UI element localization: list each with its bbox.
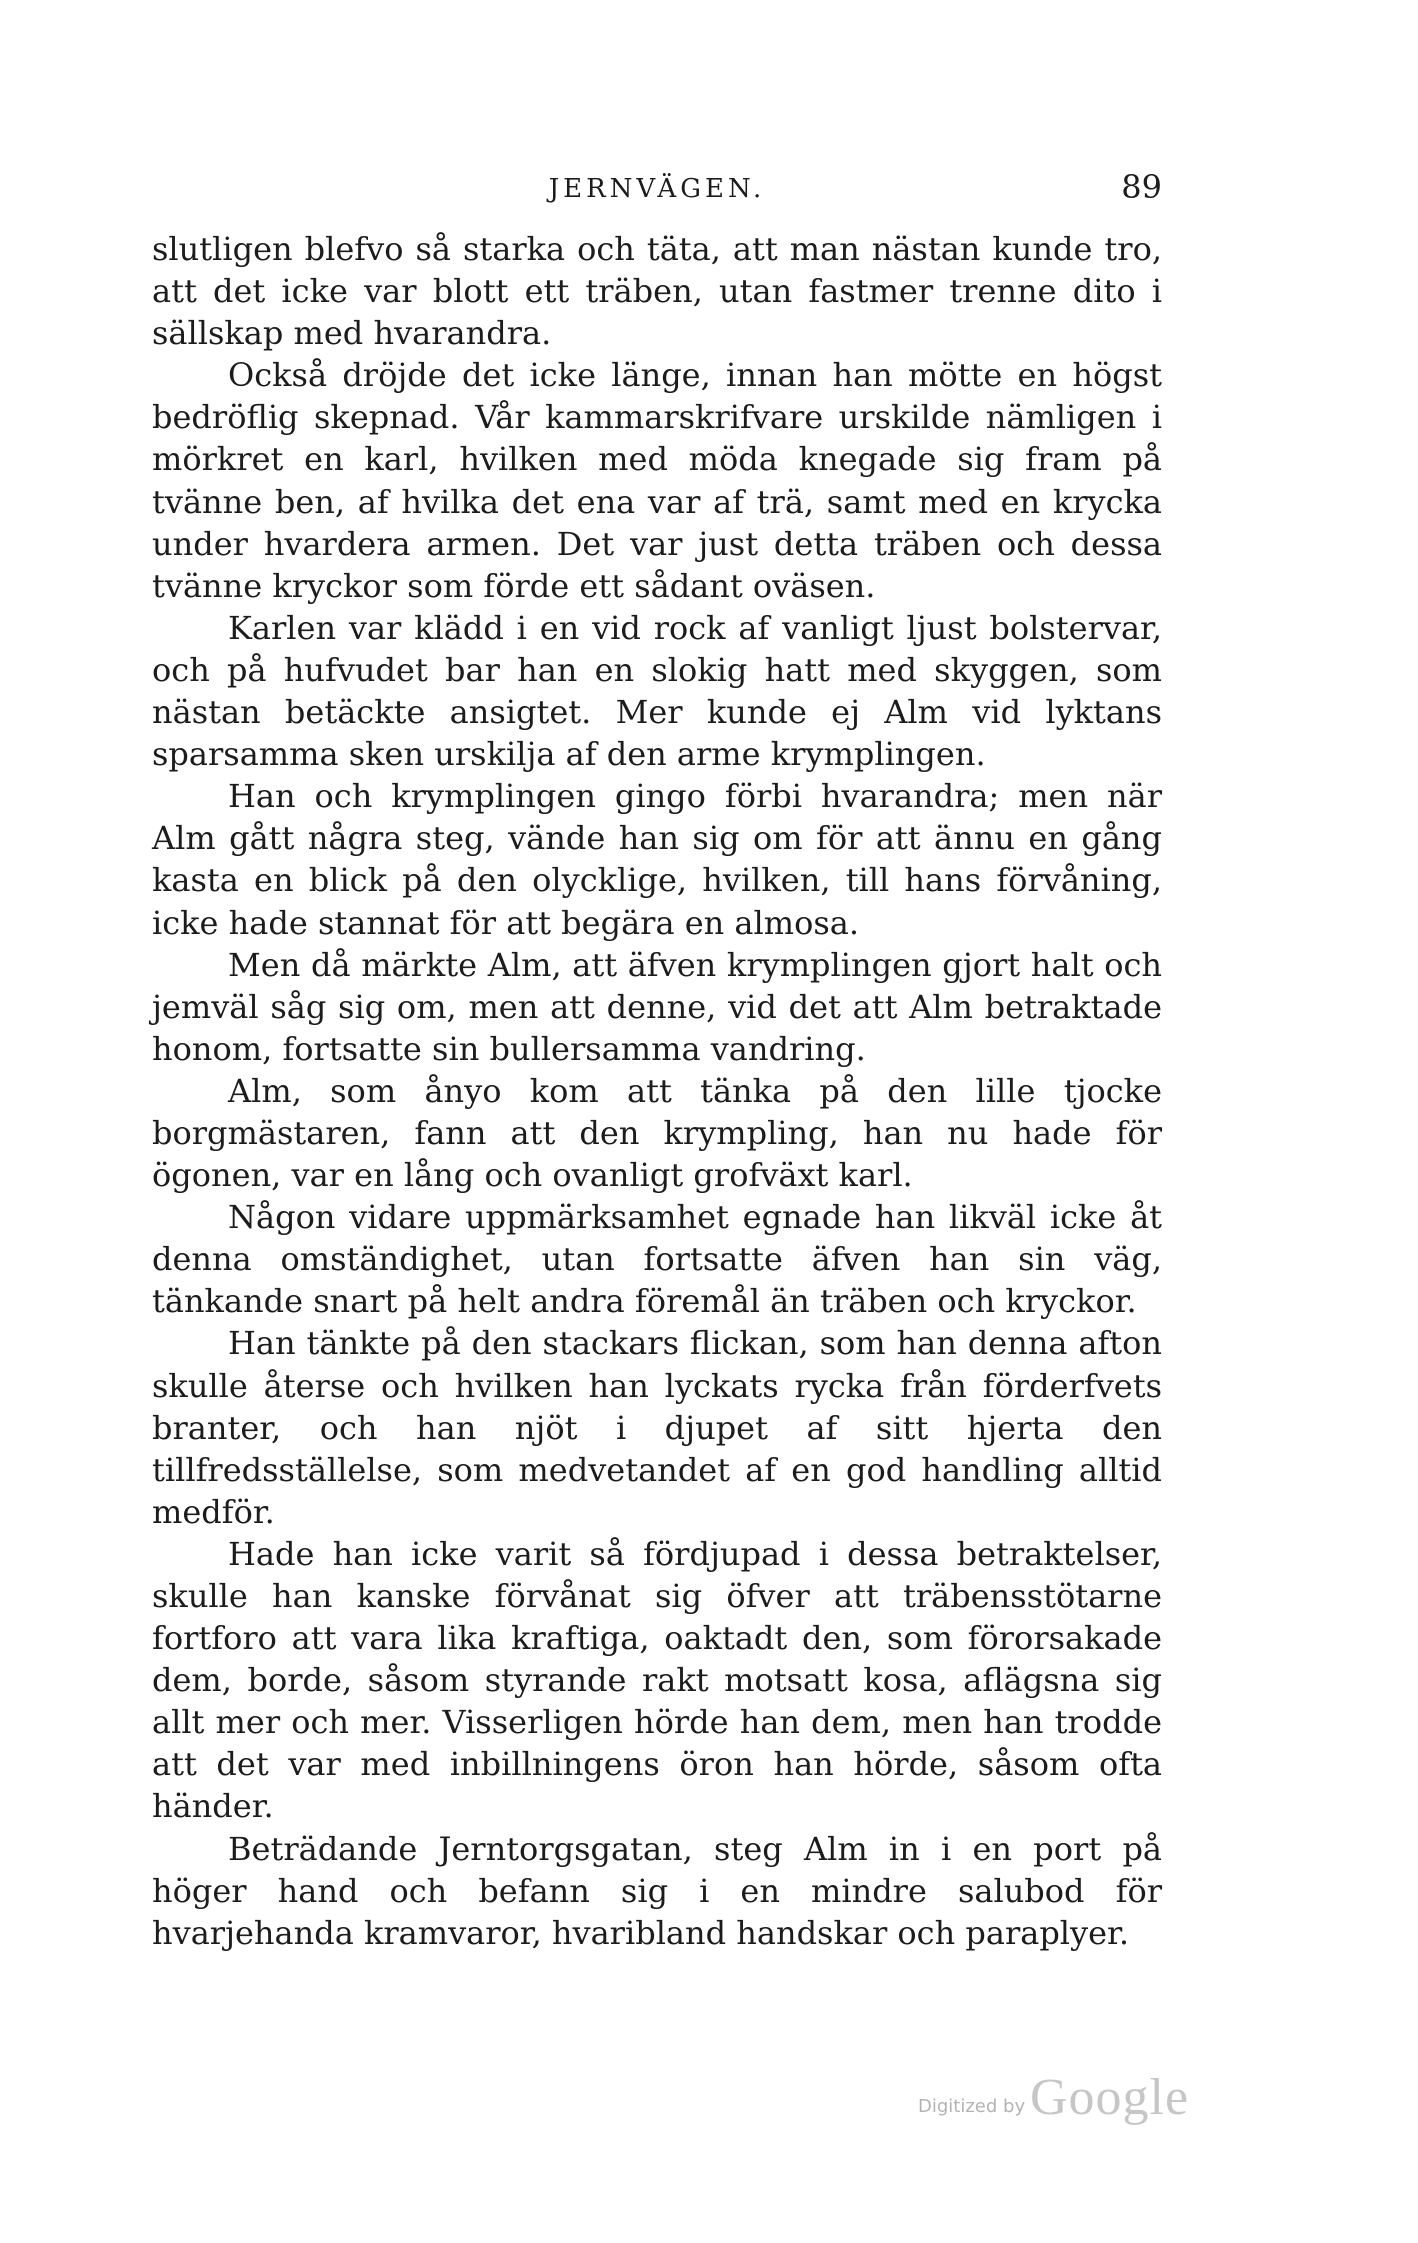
- page-number: 89: [1121, 168, 1162, 206]
- running-header: [152, 168, 1162, 218]
- paragraph-7: Någon vidare uppmärksamhet egnade han likväl icke åt denna omständighet, utan fortsatte äfven han sin väg, tänkande snart på helt andra föremål än träben och kryckor.: [152, 1198, 1162, 1321]
- paragraph-6: Alm, som ånyo kom att tänka på den lille tjocke borgmästaren, fann att den krympling, han nu hade för ögonen, var en lång och ovanligt grofväxt karl.: [152, 1071, 1162, 1195]
- paragraph-4: Han och krymplingen gingo förbi hvarandra; men när Alm gått några steg, vände han sig om för att ännu en gång kasta en blick på den olycklige, hvilken, till hans förvåning, icke hade stannat för att begära en almosa.: [152, 777, 1162, 942]
- running-title: JERNVÄGEN.: [548, 174, 766, 204]
- paragraph-10: Beträdande Jerntorgsgatan, steg Alm in i en port på höger hand och befann sig i en mindre salubod för hvarjehanda kramvaror, hvaribland handskar och paraplyer.: [152, 1829, 1162, 1952]
- body-text: [152, 228, 1162, 1954]
- digitized-watermark: [918, 2068, 1218, 2138]
- paragraph-9: Hade han icke varit så fördjupad i dessa betraktelser, skulle han kanske förvånat sig öfver att träbensstötarne fortforo att vara lika kraftiga, oaktadt den, som förorsakade dem, borde, såsom styrande rakt motsatt kosa, aflägsna sig allt mer och mer. Visserligen hörde han dem, men han trodde att det var med inbillningens öron han hörde, såsom ofta händer.: [152, 1534, 1162, 1826]
- google-logo: Google: [1030, 2069, 1190, 2126]
- paragraph-3: Karlen var klädd i en vid rock af vanligt ljust bolstervar, och på hufvudet bar han en slokig hatt med skyggen, som nästan betäckte ansigtet. Mer kunde ej Alm vid lyktans sparsamma sken urskilja af den arme krymplingen.: [152, 608, 1162, 774]
- paragraph-5: Men då märkte Alm, att äfven krymplingen gjort halt och jemväl såg sig om, men att denne, vid det att Alm betraktade honom, fortsatte sin bullersamma vandring.: [152, 945, 1162, 1068]
- watermark-prefix: Digitized by: [918, 2096, 1026, 2117]
- paragraph-2: Också dröjde det icke länge, innan han mötte en högst bedröflig skepnad. Vår kammarskrifvare urskilde nämligen i mörkret en karl, hvilken med möda knegade sig fram på tvänne ben, af hvilka det ena var af trä, samt med en krycka under hvardera armen. Det var just detta träben och dessa tvänne kryckor som förde ett sådant oväsen.: [152, 356, 1162, 605]
- paragraph-8: Han tänkte på den stackars flickan, som han denna afton skulle återse och hvilken han lyckats rycka från förderfvets branter, och han njöt i djupet af sitt hjerta den tillfredsställelse, som medvetandet af en god handling alltid medför.: [152, 1324, 1162, 1531]
- paragraph-1: slutligen blefvo så starka och täta, att man nästan kunde tro, att det icke var blott ett träben, utan fastmer trenne dito i sällskap med hvarandra.: [152, 230, 1162, 353]
